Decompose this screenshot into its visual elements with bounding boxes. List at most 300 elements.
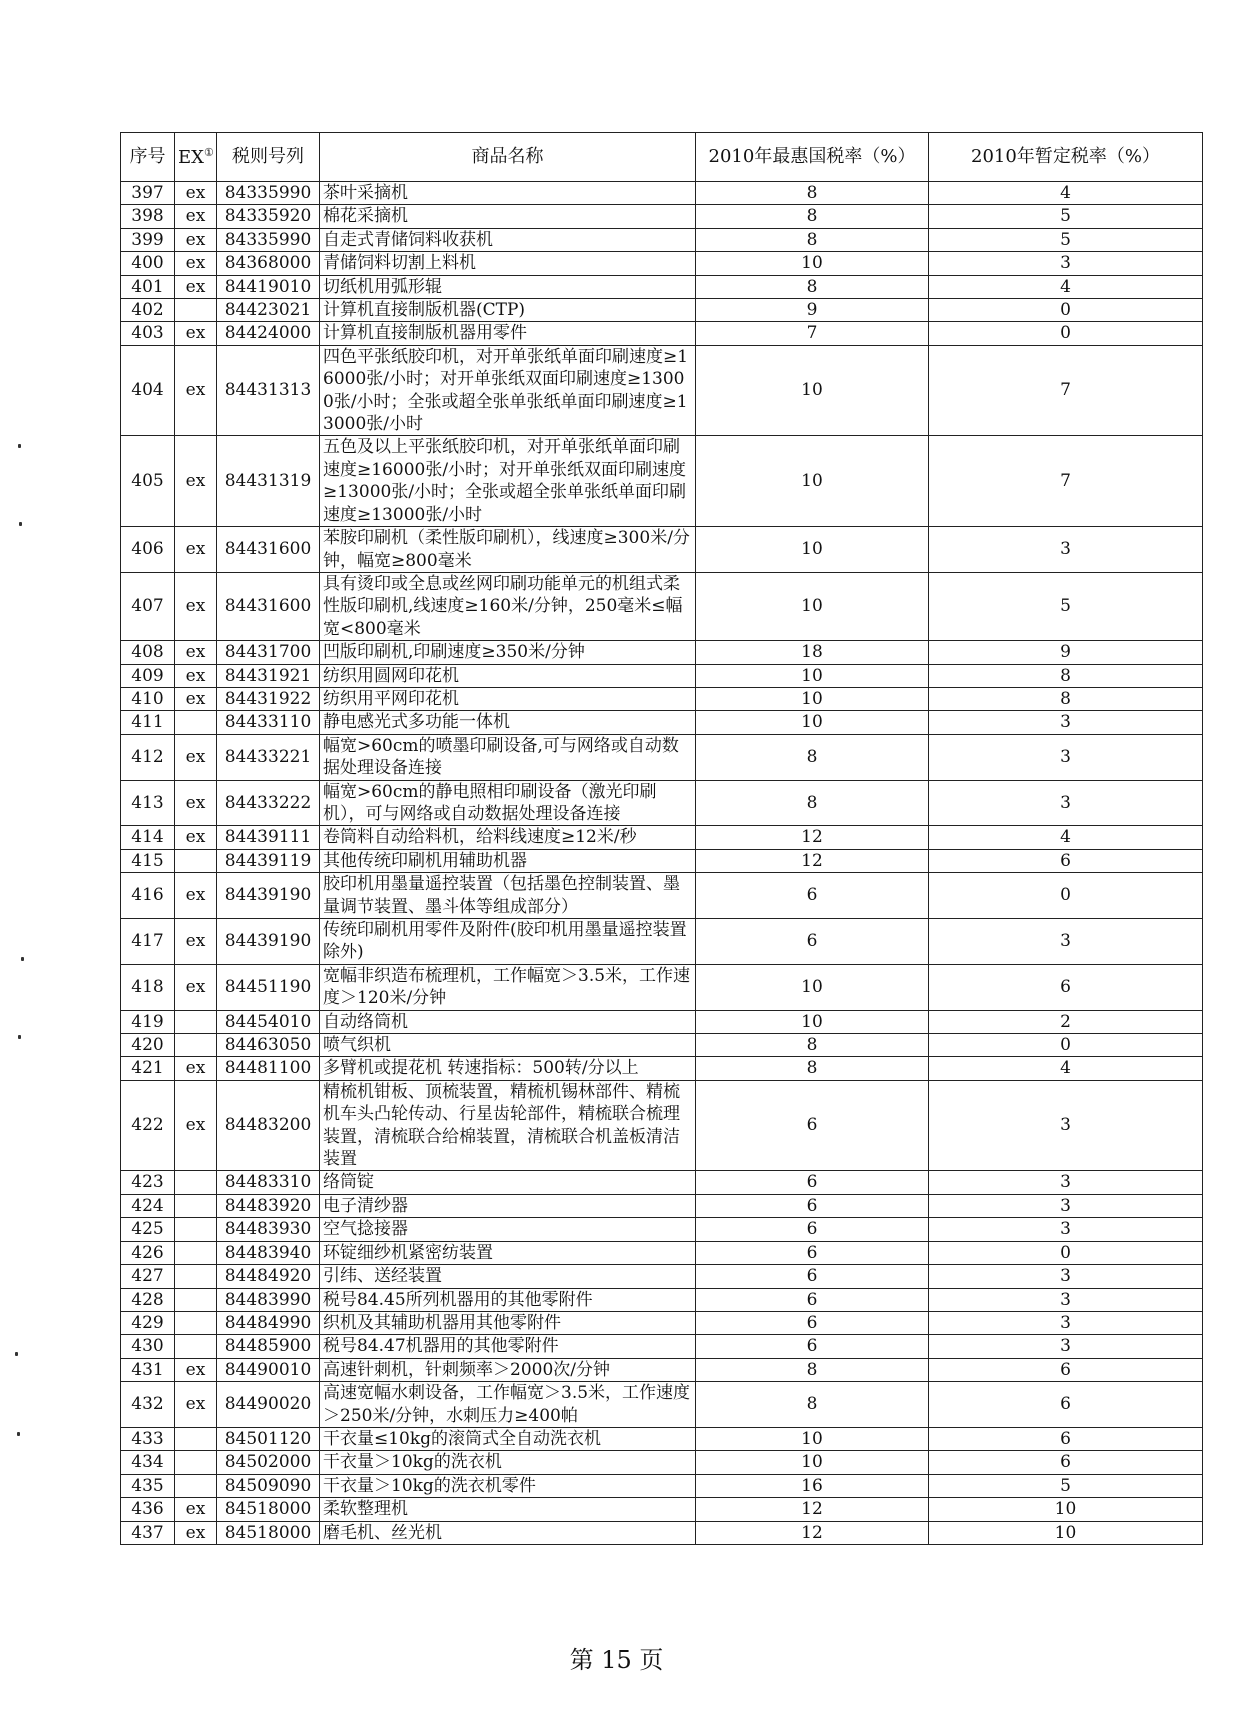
cell-code: 84431313 [217,345,320,436]
tariff-table [120,132,1203,1545]
cell-name: 空气捻接器 [320,1218,696,1241]
table-row [121,1194,1203,1217]
cell-provisional-rate: 5 [929,228,1203,251]
cell-code: 84335990 [217,182,320,205]
table-row [121,1498,1203,1521]
cell-seq: 408 [121,641,175,664]
cell-code: 84431319 [217,436,320,527]
cell-code: 84509090 [217,1474,320,1497]
cell-name: 五色及以上平张纸胶印机，对开单张纸单面印刷速度≥16000张/小时；对开单张纸双面印刷速度≥13000张/小时；全张或超全张单张纸单面印刷速度≥13000张/小时 [320,436,696,527]
cell-name: 四色平张纸胶印机，对开单张纸单面印刷速度≥16000张/小时；对开单张纸双面印刷速度≥13000张/小时；全张或超全张单张纸单面印刷速度≥13000张/小时 [320,345,696,436]
cell-provisional-rate: 4 [929,275,1203,298]
cell-seq: 420 [121,1034,175,1057]
cell-seq: 436 [121,1498,175,1521]
table-row [121,919,1203,965]
cell-ex: ex [175,436,217,527]
cell-ex: ex [175,780,217,826]
cell-provisional-rate: 4 [929,826,1203,849]
cell-name: 苯胺印刷机（柔性版印刷机），线速度≥300米/分钟，幅宽≥800毫米 [320,527,696,573]
cell-mfn-rate: 10 [696,1427,929,1450]
cell-seq: 400 [121,252,175,275]
table-row [121,664,1203,687]
cell-name: 幅宽>60cm的静电照相印刷设备（激光印刷机），可与网络或自动数据处理设备连接 [320,780,696,826]
cell-provisional-rate: 3 [929,1171,1203,1194]
scan-speck [17,1432,20,1436]
cell-seq: 402 [121,299,175,322]
cell-ex: ex [175,1080,217,1171]
cell-provisional-rate: 3 [929,1194,1203,1217]
cell-provisional-rate: 3 [929,734,1203,780]
scan-speck [19,522,22,526]
cell-mfn-rate: 10 [696,687,929,710]
cell-name: 高速针刺机，针刺频率＞2000次/分钟 [320,1358,696,1381]
cell-ex: ex [175,826,217,849]
cell-code: 84439190 [217,919,320,965]
cell-mfn-rate: 12 [696,1498,929,1521]
cell-mfn-rate: 7 [696,322,929,345]
cell-seq: 405 [121,436,175,527]
cell-ex: ex [175,964,217,1010]
table-row [121,641,1203,664]
table-row [121,873,1203,919]
tariff-sheet [120,132,1202,1545]
cell-mfn-rate: 10 [696,964,929,1010]
cell-mfn-rate: 8 [696,1358,929,1381]
cell-name: 计算机直接制版机器(CTP) [320,299,696,322]
cell-code: 84433110 [217,711,320,734]
cell-name: 自动络筒机 [320,1010,696,1033]
cell-code: 84335920 [217,205,320,228]
table-row [121,826,1203,849]
cell-ex: ex [175,527,217,573]
cell-ex [175,299,217,322]
cell-code: 84419010 [217,275,320,298]
cell-provisional-rate: 5 [929,572,1203,640]
cell-name: 卷筒料自动给料机，给料线速度≥12米/秒 [320,826,696,849]
table-body [121,182,1203,1545]
cell-mfn-rate: 6 [696,1265,929,1288]
table-row [121,1521,1203,1544]
cell-seq: 418 [121,964,175,1010]
cell-seq: 430 [121,1335,175,1358]
scan-speck [18,444,21,448]
cell-provisional-rate: 2 [929,1010,1203,1033]
cell-provisional-rate: 3 [929,252,1203,275]
cell-seq: 435 [121,1474,175,1497]
cell-mfn-rate: 6 [696,1288,929,1311]
cell-name: 具有烫印或全息或丝网印刷功能单元的机组式柔性版印刷机,线速度≥160米/分钟，250毫米≤幅宽<800毫米 [320,572,696,640]
cell-mfn-rate: 18 [696,641,929,664]
cell-ex [175,1288,217,1311]
cell-mfn-rate: 10 [696,345,929,436]
header-code: 税则号列 [217,133,320,182]
cell-provisional-rate: 3 [929,780,1203,826]
cell-code: 84368000 [217,252,320,275]
cell-code: 84463050 [217,1034,320,1057]
cell-ex: ex [175,919,217,965]
cell-ex [175,1265,217,1288]
cell-code: 84454010 [217,1010,320,1033]
cell-name: 柔软整理机 [320,1498,696,1521]
cell-mfn-rate: 9 [696,299,929,322]
table-row [121,1080,1203,1171]
cell-code: 84483200 [217,1080,320,1171]
cell-seq: 433 [121,1427,175,1450]
table-row [121,1034,1203,1057]
table-row [121,1241,1203,1264]
cell-ex: ex [175,1358,217,1381]
cell-seq: 423 [121,1171,175,1194]
cell-mfn-rate: 6 [696,1311,929,1334]
cell-seq: 437 [121,1521,175,1544]
table-row [121,572,1203,640]
cell-seq: 428 [121,1288,175,1311]
cell-code: 84484920 [217,1265,320,1288]
cell-ex: ex [175,1382,217,1428]
scan-speck [15,1352,18,1356]
cell-seq: 412 [121,734,175,780]
cell-mfn-rate: 6 [696,873,929,919]
cell-ex: ex [175,873,217,919]
cell-name: 税号84.47机器用的其他零附件 [320,1335,696,1358]
cell-code: 84483930 [217,1218,320,1241]
cell-code: 84483310 [217,1171,320,1194]
cell-ex: ex [175,1057,217,1080]
cell-name: 其他传统印刷机用辅助机器 [320,849,696,872]
cell-ex [175,1335,217,1358]
cell-mfn-rate: 8 [696,228,929,251]
cell-ex [175,1474,217,1497]
cell-provisional-rate: 3 [929,1311,1203,1334]
cell-code: 84431922 [217,687,320,710]
cell-code: 84485900 [217,1335,320,1358]
scan-speck [18,1035,21,1039]
cell-code: 84439119 [217,849,320,872]
cell-name: 织机及其辅助机器用其他零附件 [320,1311,696,1334]
cell-code: 84490010 [217,1358,320,1381]
cell-provisional-rate: 6 [929,1358,1203,1381]
cell-seq: 414 [121,826,175,849]
table-row [121,1218,1203,1241]
header-ex [175,133,217,182]
cell-code: 84431921 [217,664,320,687]
cell-provisional-rate: 6 [929,1451,1203,1474]
cell-mfn-rate: 10 [696,527,929,573]
cell-provisional-rate: 7 [929,436,1203,527]
cell-name: 青储饲料切割上料机 [320,252,696,275]
cell-code: 84483990 [217,1288,320,1311]
cell-code: 84501120 [217,1427,320,1450]
cell-provisional-rate: 8 [929,687,1203,710]
cell-mfn-rate: 6 [696,1335,929,1358]
cell-provisional-rate: 3 [929,1288,1203,1311]
cell-name: 税号84.45所列机器用的其他零附件 [320,1288,696,1311]
cell-mfn-rate: 8 [696,1034,929,1057]
header-seq: 序号 [121,133,175,182]
header-mfn-rate: 2010年最惠国税率（%） [696,133,929,182]
cell-ex: ex [175,1498,217,1521]
cell-seq: 434 [121,1451,175,1474]
cell-ex [175,1451,217,1474]
cell-name: 静电感光式多功能一体机 [320,711,696,734]
cell-name: 精梳机钳板、顶梳装置，精梳机锡林部件、精梳机车头凸轮传动、行星齿轮部件，精梳联合梳理装置，清梳联合给棉装置，清梳联合机盖板清洁装置 [320,1080,696,1171]
cell-provisional-rate: 6 [929,964,1203,1010]
cell-name: 幅宽>60cm的喷墨印刷设备,可与网络或自动数据处理设备连接 [320,734,696,780]
table-row [121,1010,1203,1033]
table-row [121,687,1203,710]
cell-seq: 427 [121,1265,175,1288]
cell-name: 计算机直接制版机器用零件 [320,322,696,345]
cell-mfn-rate: 12 [696,826,929,849]
cell-seq: 398 [121,205,175,228]
cell-code: 84518000 [217,1521,320,1544]
cell-ex: ex [175,205,217,228]
table-row [121,1265,1203,1288]
table-row [121,964,1203,1010]
cell-mfn-rate: 16 [696,1474,929,1497]
cell-mfn-rate: 10 [696,572,929,640]
cell-provisional-rate: 4 [929,182,1203,205]
table-row [121,1171,1203,1194]
table-row [121,322,1203,345]
cell-ex: ex [175,322,217,345]
table-row [121,711,1203,734]
cell-seq: 422 [121,1080,175,1171]
cell-ex: ex [175,641,217,664]
cell-seq: 404 [121,345,175,436]
cell-provisional-rate: 5 [929,205,1203,228]
cell-provisional-rate: 9 [929,641,1203,664]
cell-provisional-rate: 7 [929,345,1203,436]
cell-seq: 397 [121,182,175,205]
cell-provisional-rate: 10 [929,1521,1203,1544]
table-row [121,252,1203,275]
cell-name: 环锭细纱机紧密纺装置 [320,1241,696,1264]
cell-mfn-rate: 6 [696,1080,929,1171]
cell-seq: 407 [121,572,175,640]
cell-mfn-rate: 10 [696,436,929,527]
cell-seq: 417 [121,919,175,965]
cell-name: 传统印刷机用零件及附件(胶印机用墨量遥控装置除外) [320,919,696,965]
cell-seq: 401 [121,275,175,298]
table-row [121,275,1203,298]
header-name: 商品名称 [320,133,696,182]
cell-code: 84431600 [217,527,320,573]
cell-mfn-rate: 6 [696,1241,929,1264]
cell-ex: ex [175,275,217,298]
cell-name: 多臂机或提花机 转速指标：500转/分以上 [320,1057,696,1080]
cell-provisional-rate: 3 [929,1080,1203,1171]
table-row [121,299,1203,322]
cell-name: 干衣量＞10kg的洗衣机 [320,1451,696,1474]
cell-provisional-rate: 4 [929,1057,1203,1080]
cell-mfn-rate: 12 [696,849,929,872]
cell-seq: 421 [121,1057,175,1080]
cell-ex [175,1034,217,1057]
cell-provisional-rate: 0 [929,322,1203,345]
table-header [121,133,1203,182]
cell-seq: 399 [121,228,175,251]
cell-seq: 429 [121,1311,175,1334]
cell-provisional-rate: 0 [929,1241,1203,1264]
cell-code: 84483940 [217,1241,320,1264]
cell-ex: ex [175,572,217,640]
table-row [121,1382,1203,1428]
cell-mfn-rate: 8 [696,182,929,205]
cell-mfn-rate: 12 [696,1521,929,1544]
cell-name: 纺织用圆网印花机 [320,664,696,687]
cell-seq: 413 [121,780,175,826]
cell-seq: 425 [121,1218,175,1241]
header-provisional-rate: 2010年暂定税率（%） [929,133,1203,182]
cell-ex [175,849,217,872]
table-row [121,1311,1203,1334]
table-row [121,1288,1203,1311]
table-row [121,849,1203,872]
cell-code: 84433221 [217,734,320,780]
cell-seq: 403 [121,322,175,345]
table-row [121,436,1203,527]
cell-seq: 410 [121,687,175,710]
cell-seq: 406 [121,527,175,573]
cell-ex: ex [175,687,217,710]
table-row [121,1474,1203,1497]
table-row [121,205,1203,228]
cell-ex: ex [175,1521,217,1544]
cell-name: 茶叶采摘机 [320,182,696,205]
header-ex-footnote-mark: ① [203,145,214,159]
cell-ex [175,1194,217,1217]
cell-mfn-rate: 10 [696,1451,929,1474]
cell-mfn-rate: 6 [696,919,929,965]
cell-name: 棉花采摘机 [320,205,696,228]
cell-provisional-rate: 8 [929,664,1203,687]
cell-name: 切纸机用弧形辊 [320,275,696,298]
page-number: 第 15 页 [569,1646,664,1674]
cell-seq: 411 [121,711,175,734]
cell-code: 84424000 [217,322,320,345]
cell-ex: ex [175,345,217,436]
cell-provisional-rate: 3 [929,1265,1203,1288]
cell-mfn-rate: 10 [696,711,929,734]
cell-code: 84423021 [217,299,320,322]
header-row [121,133,1203,182]
cell-name: 自走式青储饲料收获机 [320,228,696,251]
table-row [121,527,1203,573]
cell-mfn-rate: 10 [696,1010,929,1033]
cell-seq: 432 [121,1382,175,1428]
cell-provisional-rate: 3 [929,1218,1203,1241]
cell-code: 84490020 [217,1382,320,1428]
cell-name: 电子清纱器 [320,1194,696,1217]
cell-code: 84484990 [217,1311,320,1334]
table-row [121,1427,1203,1450]
cell-name: 宽幅非织造布梳理机，工作幅宽＞3.5米，工作速度＞120米/分钟 [320,964,696,1010]
cell-code: 84502000 [217,1451,320,1474]
cell-code: 84439190 [217,873,320,919]
cell-mfn-rate: 8 [696,1057,929,1080]
cell-seq: 416 [121,873,175,919]
cell-provisional-rate: 0 [929,1034,1203,1057]
table-row [121,345,1203,436]
table-row [121,182,1203,205]
cell-ex: ex [175,664,217,687]
cell-name: 纺织用平网印花机 [320,687,696,710]
cell-provisional-rate: 3 [929,527,1203,573]
cell-seq: 426 [121,1241,175,1264]
cell-mfn-rate: 6 [696,1194,929,1217]
cell-name: 磨毛机、丝光机 [320,1521,696,1544]
cell-mfn-rate: 6 [696,1218,929,1241]
cell-seq: 424 [121,1194,175,1217]
table-row [121,1358,1203,1381]
cell-mfn-rate: 8 [696,734,929,780]
cell-provisional-rate: 0 [929,873,1203,919]
cell-name: 胶印机用墨量遥控装置（包括墨色控制装置、墨量调节装置、墨斗体等组成部分） [320,873,696,919]
cell-ex [175,1171,217,1194]
cell-code: 84518000 [217,1498,320,1521]
cell-code: 84431600 [217,572,320,640]
cell-seq: 415 [121,849,175,872]
cell-code: 84483920 [217,1194,320,1217]
cell-ex: ex [175,182,217,205]
cell-name: 喷气织机 [320,1034,696,1057]
table-row [121,780,1203,826]
cell-seq: 409 [121,664,175,687]
cell-ex [175,1311,217,1334]
cell-code: 84439111 [217,826,320,849]
cell-code: 84431700 [217,641,320,664]
cell-ex: ex [175,734,217,780]
cell-provisional-rate: 6 [929,1382,1203,1428]
table-row [121,1057,1203,1080]
cell-provisional-rate: 0 [929,299,1203,322]
cell-seq: 431 [121,1358,175,1381]
cell-provisional-rate: 3 [929,919,1203,965]
table-row [121,734,1203,780]
cell-name: 引纬、送经装置 [320,1265,696,1288]
table-row [121,1451,1203,1474]
cell-code: 84451190 [217,964,320,1010]
cell-provisional-rate: 3 [929,711,1203,734]
cell-name: 络筒锭 [320,1171,696,1194]
cell-ex: ex [175,228,217,251]
cell-code: 84335990 [217,228,320,251]
cell-seq: 419 [121,1010,175,1033]
cell-ex: ex [175,252,217,275]
cell-ex [175,711,217,734]
cell-ex [175,1218,217,1241]
cell-ex [175,1427,217,1450]
cell-name: 干衣量≤10kg的滚筒式全自动洗衣机 [320,1427,696,1450]
table-row [121,1335,1203,1358]
cell-provisional-rate: 6 [929,1427,1203,1450]
header-ex-label: EX [178,146,204,168]
cell-mfn-rate: 6 [696,1171,929,1194]
cell-code: 84481100 [217,1057,320,1080]
cell-mfn-rate: 8 [696,1382,929,1428]
cell-mfn-rate: 8 [696,275,929,298]
cell-provisional-rate: 10 [929,1498,1203,1521]
cell-mfn-rate: 10 [696,252,929,275]
cell-provisional-rate: 3 [929,1335,1203,1358]
cell-provisional-rate: 5 [929,1474,1203,1497]
cell-name: 干衣量＞10kg的洗衣机零件 [320,1474,696,1497]
cell-name: 高速宽幅水刺设备，工作幅宽＞3.5米，工作速度＞250米/分钟，水刺压力≥400帕 [320,1382,696,1428]
cell-ex [175,1241,217,1264]
table-row [121,228,1203,251]
scan-speck [21,957,24,961]
